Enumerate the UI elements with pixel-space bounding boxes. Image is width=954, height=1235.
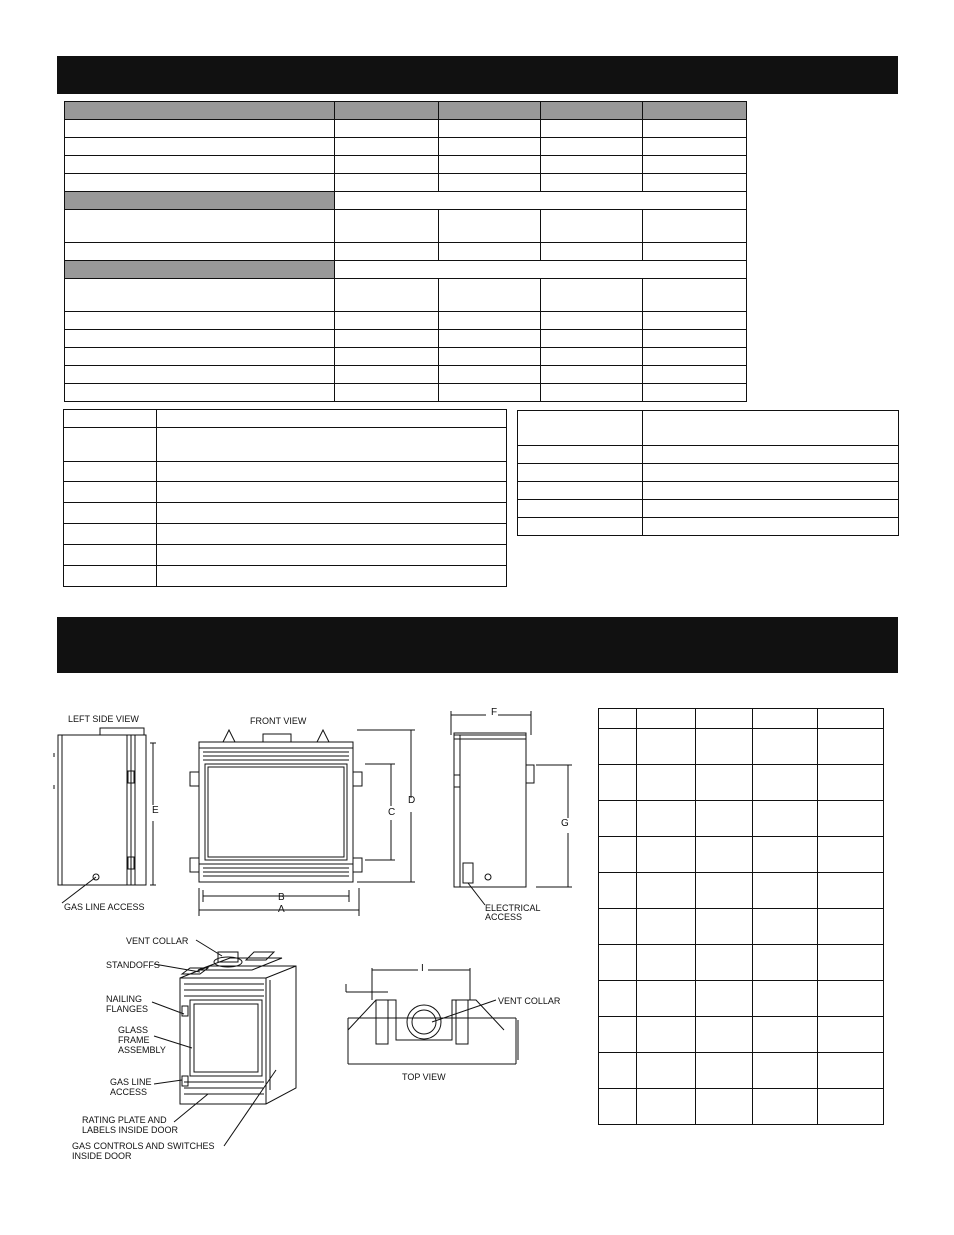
gas-controls-label: GAS CONTROLS AND SWITCHES INSIDE DOOR (72, 1141, 215, 1161)
left-side-view-label: LEFT SIDE VIEW (68, 714, 139, 724)
rating-plate-label: RATING PLATE AND LABELS INSIDE DOOR (82, 1115, 179, 1135)
top-view-drawing (340, 960, 570, 1070)
dimension-b-label: B (278, 892, 285, 903)
dimension-f-label: F (491, 707, 498, 718)
dimension-c-label: C (388, 807, 396, 818)
top-view-label: TOP VIEW (402, 1072, 446, 1082)
electrical-access-label: ELECTRICAL ACCESS (485, 903, 541, 922)
gas-line-access-label-2: GAS LINE ACCESS (110, 1077, 152, 1097)
dimension-a-label: A (278, 904, 285, 915)
dimension-g-label: G (561, 818, 569, 829)
dimension-i-label: I (421, 963, 424, 974)
standoffs-label: STANDOFFS (106, 960, 160, 970)
vent-collar-top-label: VENT COLLAR (498, 996, 561, 1006)
dimension-d-label: D (408, 795, 416, 806)
vent-collar-label: VENT COLLAR (126, 936, 189, 946)
dimension-e-label: E (152, 805, 159, 816)
glass-frame-assembly-label: GLASS FRAME ASSEMBLY (118, 1025, 166, 1055)
gas-line-access-label: GAS LINE ACCESS (64, 902, 145, 912)
front-view-label: FRONT VIEW (250, 716, 307, 726)
nailing-flanges-label: NAILING FLANGES (106, 994, 149, 1014)
